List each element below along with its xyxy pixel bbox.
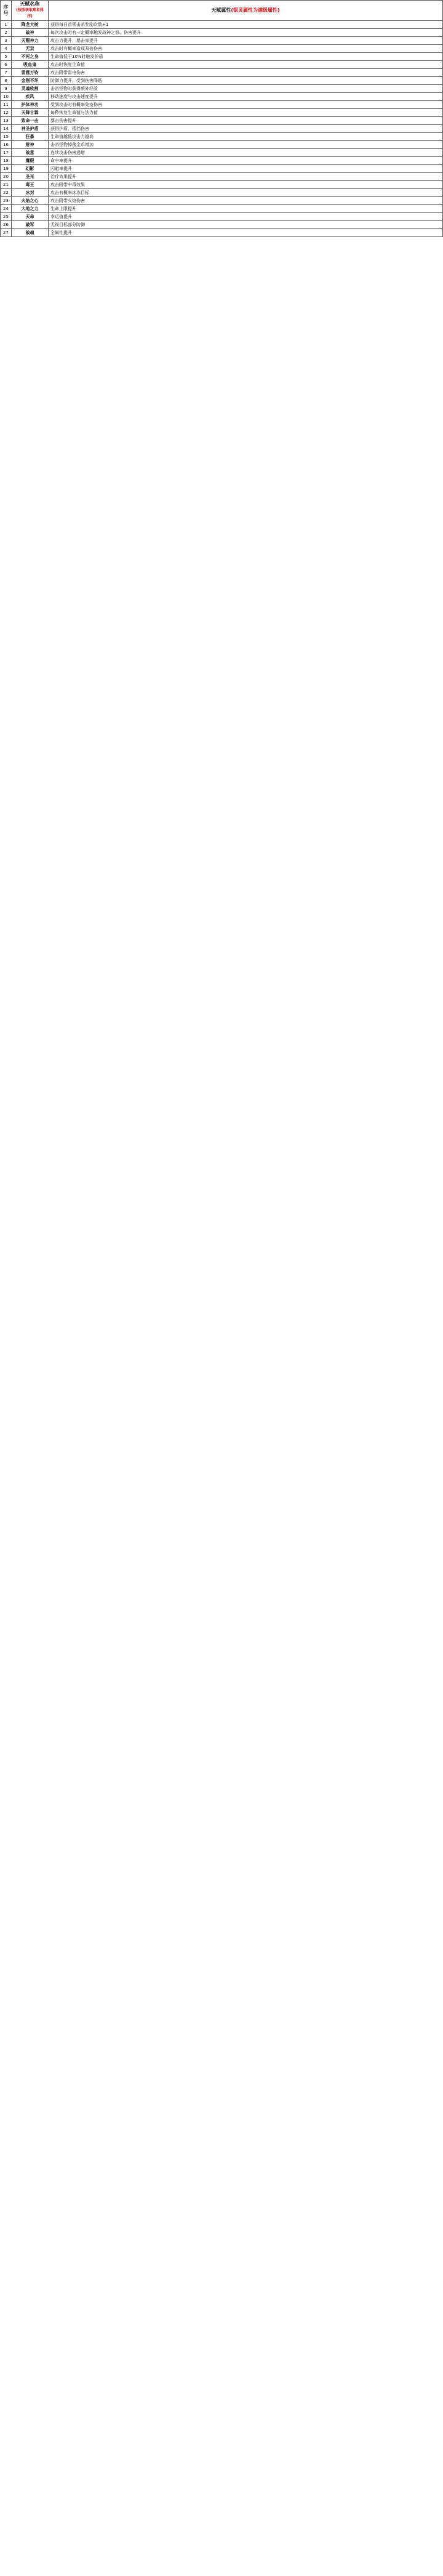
cell-effect: 获得每日首领击杀奖励次数+1 [49,21,443,29]
cell-effect: 生命上限提升 [49,205,443,213]
table-row [1,205,443,213]
cell-effect: 攻击附带雷电伤害 [49,69,443,77]
table-row [1,69,443,77]
table-row [1,157,443,165]
cell-no: 17 [1,149,12,157]
table-row [1,165,443,173]
cell-no: 1 [1,21,12,29]
cell-no: 3 [1,37,12,45]
cell-effect: 击杀怪物时获得额外经验 [49,85,443,93]
table-row [1,229,443,237]
cell-effect: 受到攻击时有概率免疫伤害 [49,101,443,109]
cell-name: 大地之力 [12,205,49,213]
table-row [1,197,443,205]
cell-name: 战魂 [12,229,49,237]
cell-effect: 暴击伤害提升 [49,117,443,125]
cell-name: 致命一击 [12,117,49,125]
header-no: 序号 [1,1,12,21]
cell-effect: 击杀怪物掉落金币增加 [49,141,443,149]
cell-name: 不死之身 [12,53,49,61]
cell-no: 4 [1,45,12,53]
table-row [1,93,443,101]
cell-name: 幻影 [12,165,49,173]
cell-name: 无双 [12,45,49,53]
cell-effect: 获得护盾，抵挡伤害 [49,125,443,133]
cell-name: 火焰之心 [12,197,49,205]
table-row [1,133,443,141]
cell-effect: 防御力提升，受到伤害降低 [49,77,443,85]
cell-name: 天赐神力 [12,37,49,45]
table-row [1,45,443,53]
cell-name: 战意 [12,149,49,157]
cell-no: 25 [1,213,12,221]
cell-name: 雷霆万钧 [12,69,49,77]
table-row [1,77,443,85]
table-row [1,221,443,229]
cell-no: 12 [1,109,12,117]
table-row [1,21,443,29]
cell-name: 鹰眼 [12,157,49,165]
cell-effect: 攻击时有概率造成双倍伤害 [49,45,443,53]
cell-name: 灵魂收割 [12,85,49,93]
header-effect: 天赋属性(银灵属性为满级属性) [49,1,443,21]
cell-effect: 生命值低于10%时触发护盾 [49,53,443,61]
cell-no: 13 [1,117,12,125]
header-name: 天赋名称 (按照获取难易排序) [12,1,49,21]
cell-effect: 全属性提升 [49,229,443,237]
cell-effect: 闪避率提升 [49,165,443,173]
cell-no: 8 [1,77,12,85]
cell-name: 护体神功 [12,101,49,109]
talent-table [0,0,443,237]
cell-name: 降龙大树 [12,21,49,29]
cell-effect: 攻击附带中毒效果 [49,181,443,189]
cell-effect: 攻击有概率冰冻目标 [49,189,443,197]
cell-effect: 幸运值提升 [49,213,443,221]
table-row [1,149,443,157]
cell-no: 16 [1,141,12,149]
cell-no: 14 [1,125,12,133]
cell-no: 15 [1,133,12,141]
table-row [1,189,443,197]
table-row [1,181,443,189]
cell-no: 26 [1,221,12,229]
table-row [1,173,443,181]
cell-effect: 命中率提升 [49,157,443,165]
cell-effect: 攻击时恢复生命值 [49,61,443,69]
cell-no: 18 [1,157,12,165]
cell-name: 天命 [12,213,49,221]
cell-no: 23 [1,197,12,205]
cell-no: 24 [1,205,12,213]
cell-name: 战神 [12,29,49,37]
cell-no: 21 [1,181,12,189]
cell-no: 27 [1,229,12,237]
cell-effect: 攻击附带火焰伤害 [49,197,443,205]
cell-effect: 每秒恢复生命值与法力值 [49,109,443,117]
cell-name: 神圣护盾 [12,125,49,133]
table-row [1,109,443,117]
cell-effect: 治疗效果提升 [49,173,443,181]
cell-name: 破军 [12,221,49,229]
cell-name: 圣光 [12,173,49,181]
cell-no: 6 [1,61,12,69]
table-row [1,61,443,69]
table-row [1,125,443,133]
table-row [1,85,443,93]
cell-name: 狂暴 [12,133,49,141]
cell-effect: 生命值越低攻击力越高 [49,133,443,141]
cell-no: 2 [1,29,12,37]
table-row [1,53,443,61]
cell-effect: 每次攻击时有一定概率触发战神之怒，伤害提升 [49,29,443,37]
cell-name: 冰封 [12,189,49,197]
table-row [1,37,443,45]
cell-effect: 无视目标部分防御 [49,221,443,229]
cell-effect: 攻击力提升，暴击率提升 [49,37,443,45]
table-row [1,29,443,37]
cell-no: 20 [1,173,12,181]
cell-effect: 连续攻击伤害递增 [49,149,443,157]
cell-name: 吸血鬼 [12,61,49,69]
cell-no: 19 [1,165,12,173]
cell-name: 财神 [12,141,49,149]
cell-no: 7 [1,69,12,77]
cell-no: 10 [1,93,12,101]
cell-no: 11 [1,101,12,109]
cell-effect: 移动速度与攻击速度提升 [49,93,443,101]
table-row [1,101,443,109]
table-row [1,213,443,221]
cell-name: 金刚不坏 [12,77,49,85]
cell-no: 9 [1,85,12,93]
table-row [1,117,443,125]
cell-no: 22 [1,189,12,197]
cell-name: 毒王 [12,181,49,189]
table-row [1,141,443,149]
cell-no: 5 [1,53,12,61]
cell-name: 疾风 [12,93,49,101]
cell-name: 天降甘霖 [12,109,49,117]
